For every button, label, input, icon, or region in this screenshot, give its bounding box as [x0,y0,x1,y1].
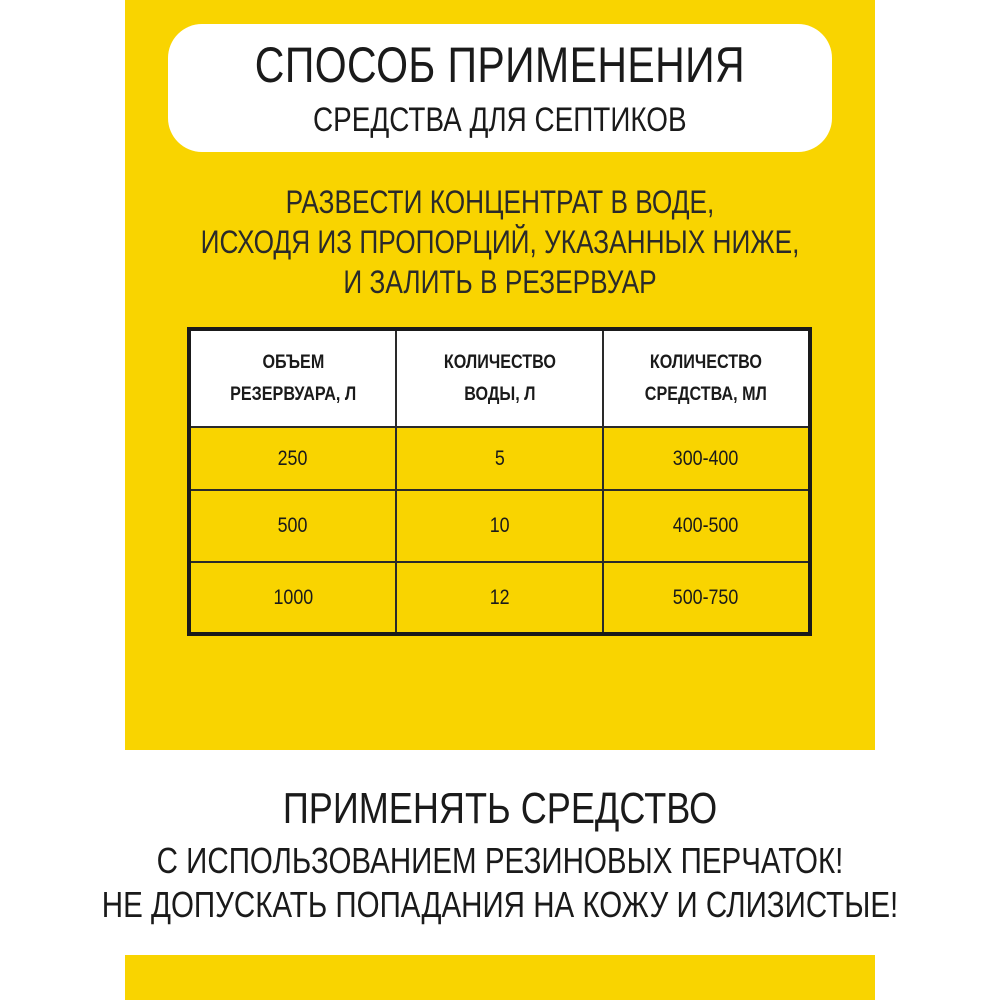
cell-value: 500 [278,514,308,537]
cell-value: 250 [278,446,308,470]
cell-value: 300-400 [673,446,739,470]
cell-value: 12 [489,585,510,609]
yellow-bottom-strip [125,955,875,1000]
instruction-line: РАЗВЕСТИ КОНЦЕНТРАТ В ВОДЕ, [285,184,715,220]
cell-value: 400-500 [673,514,739,537]
column-header-product-amount [603,329,810,427]
dosage-table [187,327,812,636]
table-cell [396,490,603,562]
cell-value: 5 [494,446,505,470]
table-row [189,562,810,634]
column-header-tank-volume [189,329,396,427]
table-cell [603,562,810,634]
instruction-line: ИСХОДЯ ИЗ ПРОПОРЦИЙ, УКАЗАННЫХ НИЖЕ, [200,224,800,260]
table-cell [396,427,603,490]
header-line: СРЕДСТВА, МЛ [644,383,768,405]
table-cell [396,562,603,634]
table-cell [189,562,396,634]
warning-title: ПРИМЕНЯТЬ СРЕДСТВО [282,784,718,833]
page-subtitle: СРЕДСТВА ДЛЯ СЕПТИКОВ [313,101,687,139]
header-line: КОЛИЧЕСТВО [649,351,763,373]
header-card [168,24,832,152]
safety-warning [0,783,1000,927]
table-row [189,427,810,490]
cell-value: 10 [489,514,510,537]
page-title: СПОСОБ ПРИМЕНЕНИЯ [254,37,746,93]
table-cell [189,427,396,490]
cell-value: 500-750 [673,585,739,609]
table-cell [603,427,810,490]
header-line: КОЛИЧЕСТВО [443,351,556,373]
table-cell [603,490,810,562]
table-row [189,490,810,562]
warning-line: С ИСПОЛЬЗОВАНИЕМ РЕЗИНОВЫХ ПЕРЧАТОК! [156,840,844,881]
instructions-text [125,182,875,302]
table-header-row [189,329,810,427]
column-header-water-amount [396,329,603,427]
cell-value: 1000 [273,585,313,609]
instruction-line: И ЗАЛИТЬ В РЕЗЕРВУАР [343,264,657,300]
header-line: РЕЗЕРВУАРА, Л [229,383,357,405]
header-line: ОБЪЕМ [262,351,324,373]
table-cell [189,490,396,562]
header-line: ВОДЫ, Л [463,383,536,405]
warning-line: НЕ ДОПУСКАТЬ ПОПАДАНИЯ НА КОЖУ И СЛИЗИСТЫЕ! [101,884,899,925]
